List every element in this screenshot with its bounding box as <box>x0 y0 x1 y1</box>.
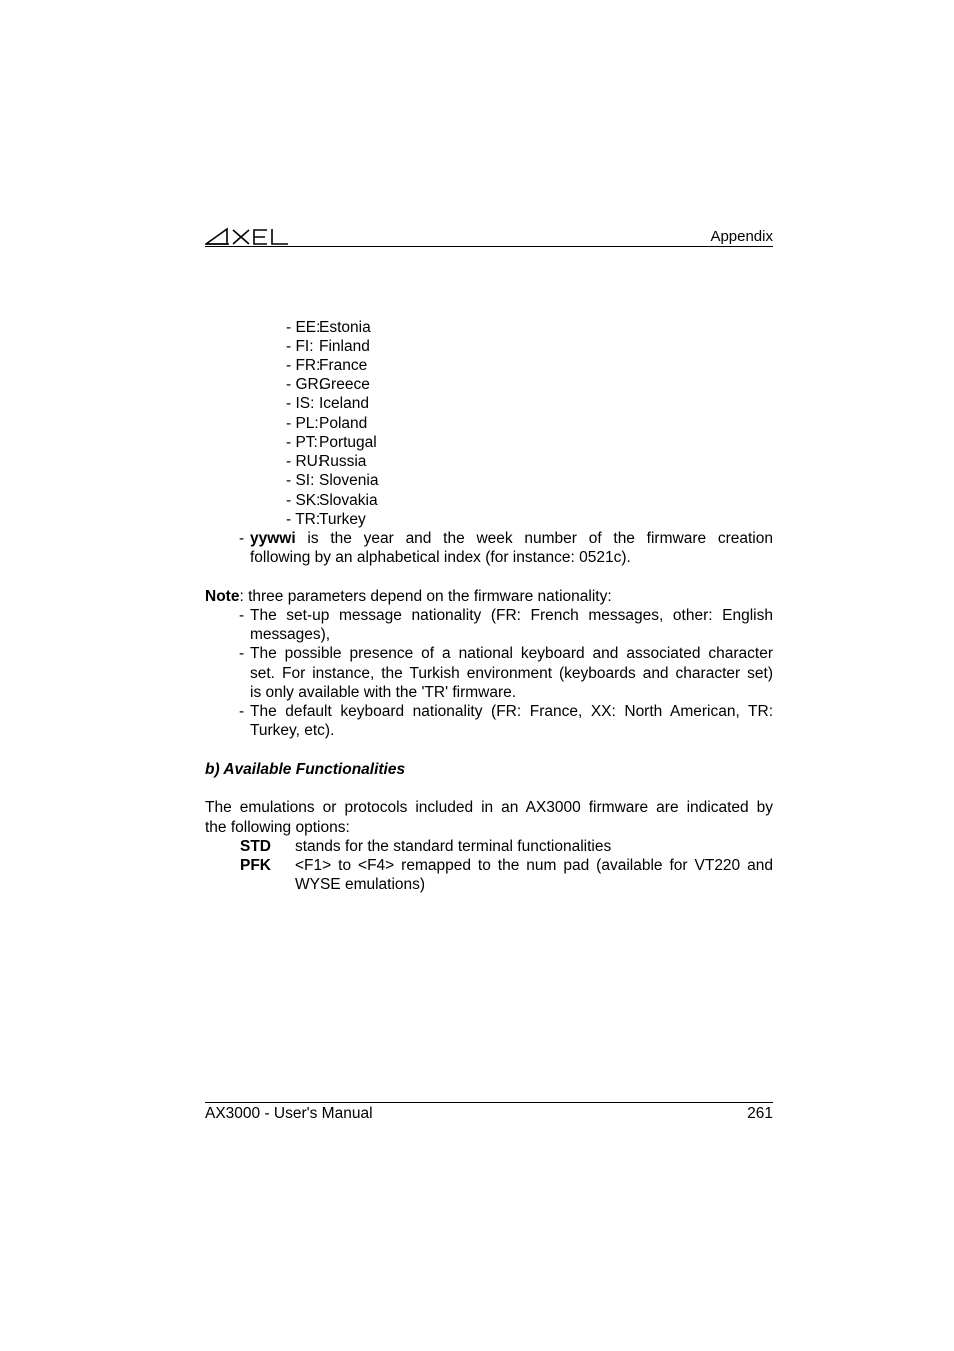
option-key: STD <box>240 838 271 855</box>
list-item: - SI: Slovenia <box>286 472 379 489</box>
section-paragraph-line-1: The emulations or protocols included in an AX3000 firmware are indicated by <box>205 799 773 816</box>
list-item: - IS: Iceland <box>286 395 369 412</box>
list-item: - RU:Russia <box>286 453 367 470</box>
manual-title: AX3000 - User's Manual <box>205 1105 373 1122</box>
option-description: WYSE emulations) <box>295 876 426 893</box>
section-heading: b) Available Functionalities <box>205 761 406 778</box>
list-item: - SK:Slovakia <box>286 492 378 509</box>
yywwi-line-2: following by an alphabetical index (for instance: 0521c). <box>250 549 631 566</box>
list-item: - FI: Finland <box>286 338 370 355</box>
page-footer <box>205 1102 773 1122</box>
option-description: stands for the standard terminal functionalities <box>295 838 612 855</box>
page-number: 261 <box>747 1105 773 1122</box>
axel-logo <box>205 226 289 246</box>
yywwi-line-1: yywwi is the year and the week number of the firmware creation <box>250 530 773 547</box>
list-item: - TR:Turkey <box>286 511 366 528</box>
list-item: - PT:Portugal <box>286 434 377 451</box>
list-item: - GR:Greece <box>286 376 370 393</box>
option-key: PFK <box>240 857 271 874</box>
note-intro: Note: three parameters depend on the firmware nationality: <box>205 588 612 605</box>
page-header <box>205 224 773 247</box>
header-section-title: Appendix <box>710 228 773 245</box>
option-description: <F1> to <F4> remapped to the num pad (available for VT220 and <box>295 857 773 874</box>
list-item: - FR:France <box>286 357 368 374</box>
section-paragraph-line-2: the following options: <box>205 819 350 836</box>
list-item: - EE:Estonia <box>286 319 371 336</box>
list-item: - PL:Poland <box>286 415 368 432</box>
